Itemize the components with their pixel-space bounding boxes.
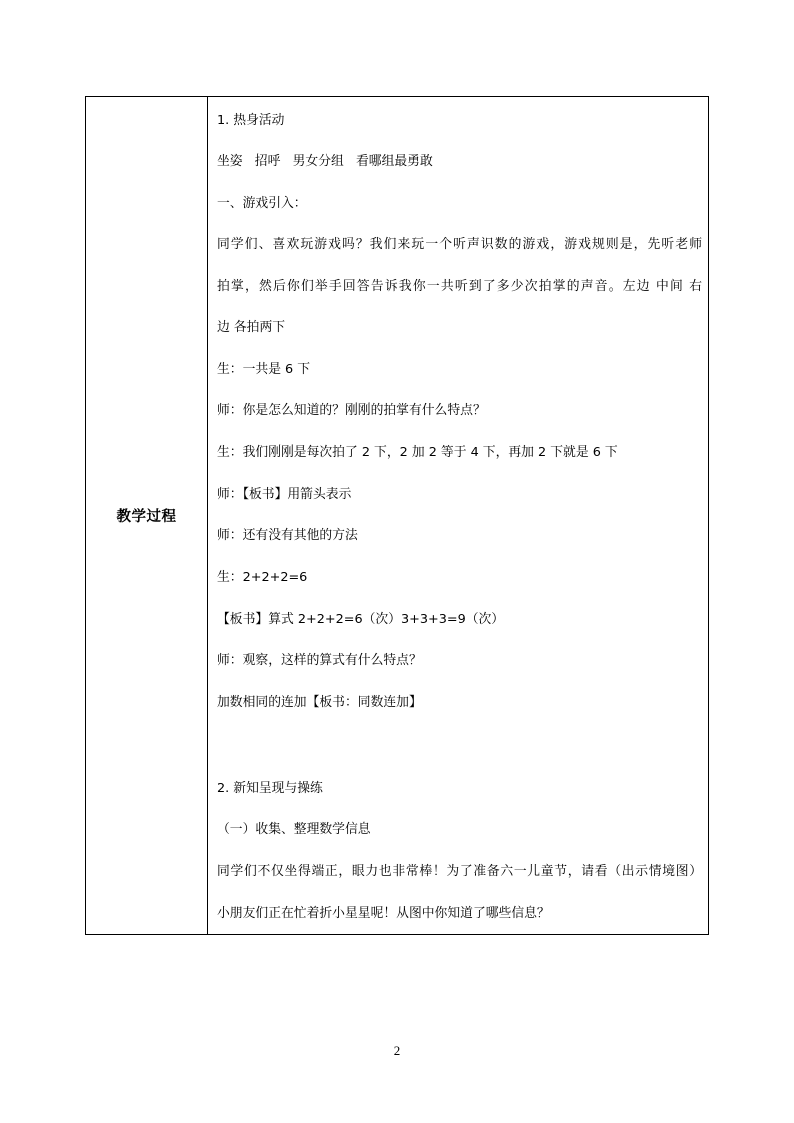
content-line: 生：2+2+2=6 — [217, 570, 308, 585]
content-line: 师：你是怎么知道的？刚刚的拍掌有什么特点？ — [217, 403, 486, 418]
content-line: 生：一共是 6 下 — [217, 362, 311, 377]
content-cell — [208, 97, 708, 934]
section-label: 教学过程 — [116, 509, 177, 525]
content-line: 拍掌，然后你们举手回答告诉我你一共听到了多少次拍掌的声音。左边 中间 右 — [217, 279, 702, 294]
content-line: 师：【板书】用箭头表示 — [217, 487, 352, 502]
content-line: 1. 热身活动 — [217, 113, 285, 128]
section-label-cell — [86, 97, 208, 934]
content-line: 2. 新知呈现与操练 — [217, 781, 323, 796]
content-line: 坐姿 招呼 男女分组 看哪组最勇敢 — [217, 154, 433, 169]
content-line: 同学们、喜欢玩游戏吗？我们来玩一个听声识数的游戏，游戏规则是，先听老师 — [217, 237, 702, 252]
content-line: （一）收集、整理数学信息 — [217, 822, 371, 837]
content-line: 生：我们刚刚是每次拍了 2 下，2 加 2 等于 4 下，再加 2 下就是 6 下 — [217, 445, 618, 460]
content-line: 加数相同的连加【板书：同数连加】 — [217, 695, 422, 710]
content-line: 一、游戏引入： — [217, 196, 307, 211]
content-line: 【板书】算式 2+2+2=6（次）3+3+3=9（次） — [217, 612, 505, 627]
content-line: 同学们不仅坐得端正，眼力也非常棒！为了准备六一儿童节，请看（出示情境图） — [217, 864, 702, 879]
lesson-table — [85, 96, 709, 935]
content-line: 小朋友们正在忙着折小星星呢！从图中你知道了哪些信息？ — [217, 906, 550, 921]
page-number: 2 — [393, 1043, 401, 1058]
content-line: 边 各拍两下 — [217, 320, 286, 335]
content-line: 师：观察，这样的算式有什么特点？ — [217, 653, 422, 668]
content-line: 师：还有没有其他的方法 — [217, 528, 358, 543]
